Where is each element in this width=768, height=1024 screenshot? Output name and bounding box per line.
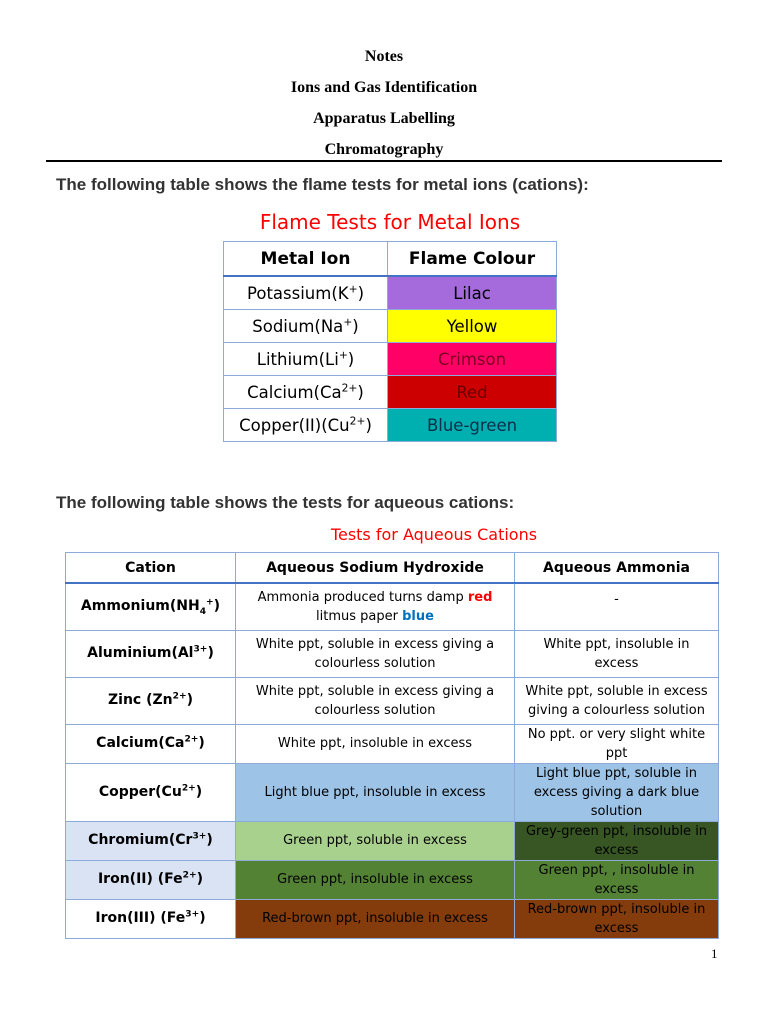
ion-name: Copper(II)(Cu — [239, 415, 350, 435]
ion-charge: 2+ — [349, 414, 366, 427]
cation-name: Aluminium(Al — [87, 645, 194, 661]
cation-charge: 3+ — [193, 644, 208, 655]
cation-name: Zinc (Zn — [108, 692, 173, 708]
flame-colour-cell: Blue-green — [388, 409, 557, 442]
page-number: 1 — [711, 946, 718, 961]
cation-cell — [66, 677, 236, 724]
ion-charge: + — [338, 348, 348, 361]
cation-name: Iron(II) (Fe — [97, 871, 183, 887]
flame-table-header-row — [224, 242, 557, 277]
table-row — [66, 630, 719, 677]
table-row — [66, 724, 719, 763]
flame-colour-cell: Lilac — [388, 276, 557, 310]
header-apparatus: Apparatus Labelling — [313, 110, 455, 127]
ion-name: Lithium(Li — [256, 349, 339, 369]
naoh-text-b: litmus paper — [316, 608, 403, 624]
flame-tests-table — [223, 241, 557, 442]
header-chromatography: Chromatography — [324, 141, 444, 158]
aqueous-intro-text: The following table shows the tests for aqueous cations: — [56, 493, 515, 512]
ammonia-result-cell: Grey-green ppt, insoluble in excess — [515, 821, 719, 860]
aq-col-naoh: Aqueous Sodium Hydroxide — [236, 553, 515, 584]
metal-ion-cell — [224, 409, 388, 442]
table-row — [66, 763, 719, 821]
cation-cell — [66, 724, 236, 763]
table-row — [224, 276, 557, 310]
flame-table-title: Flame Tests for Metal Ions — [259, 210, 521, 234]
cation-cell — [66, 583, 236, 630]
metal-ion-cell — [224, 376, 388, 409]
flame-colour-cell: Crimson — [388, 343, 557, 376]
naoh-result-cell: Red-brown ppt, insoluble in excess — [236, 899, 515, 938]
cation-subscript: 4 — [199, 607, 207, 618]
cation-cell — [66, 860, 236, 899]
flame-col-metal-ion: Metal Ion — [224, 242, 388, 277]
cation-charge: 3+ — [192, 831, 207, 842]
cation-cell — [66, 821, 236, 860]
table-row — [224, 343, 557, 376]
aqueous-cations-table — [65, 552, 719, 939]
header-ions-gas: Ions and Gas Identification — [290, 79, 478, 96]
ammonia-result-cell: Light blue ppt, soluble in excess giving a dark blue solution — [515, 763, 719, 821]
cation-cell — [66, 630, 236, 677]
table-row — [66, 899, 719, 938]
metal-ion-cell — [224, 310, 388, 343]
cation-charge: + — [206, 597, 214, 608]
ion-charge: + — [343, 315, 353, 328]
cation-charge: 2+ — [172, 691, 187, 702]
cation-name: Iron(III) (Fe — [95, 910, 186, 926]
table-row — [66, 583, 719, 630]
cation-bracket: ) — [195, 783, 203, 800]
aq-col-cation: Cation — [66, 553, 236, 584]
cation-name: Ammonium(NH — [80, 598, 200, 615]
flame-intro-text: The following table shows the flame tests for metal ions (cations): — [56, 175, 589, 194]
header-divider — [46, 160, 722, 162]
aq-col-ammonia: Aqueous Ammonia — [515, 553, 719, 584]
cation-name: Calcium(Ca — [96, 735, 185, 751]
cation-bracket: ) — [207, 645, 214, 661]
table-row — [224, 376, 557, 409]
metal-ion-cell — [224, 276, 388, 310]
table-row — [66, 860, 719, 899]
naoh-result-cell: White ppt, soluble in excess giving a colourless solution — [236, 677, 515, 724]
cation-bracket: ) — [196, 871, 204, 887]
naoh-text-a: Ammonia produced turns damp — [257, 589, 468, 605]
ammonia-result-cell: White ppt, insoluble in excess — [515, 630, 719, 677]
naoh-result-cell: Light blue ppt, insoluble in excess — [236, 763, 515, 821]
flame-colour-cell: Yellow — [388, 310, 557, 343]
cation-bracket: ) — [199, 910, 206, 926]
table-row — [224, 409, 557, 442]
cation-bracket: ) — [213, 598, 221, 615]
cation-name: Copper(Cu — [98, 783, 182, 800]
metal-ion-cell — [224, 343, 388, 376]
red-word: red — [467, 589, 493, 605]
ion-charge: 2+ — [341, 381, 358, 394]
naoh-result-cell: Green ppt, soluble in excess — [236, 821, 515, 860]
naoh-result-cell: White ppt, insoluble in excess — [236, 724, 515, 763]
ion-bracket: ) — [365, 415, 372, 435]
naoh-result-cell: Green ppt, insoluble in excess — [236, 860, 515, 899]
aqueous-table-title: Tests for Aqueous Cations — [330, 525, 538, 544]
ammonia-result-cell: Green ppt, , insoluble in excess — [515, 860, 719, 899]
cation-charge: 2+ — [182, 870, 197, 881]
ion-name: Sodium(Na — [252, 316, 344, 336]
cation-charge: 2+ — [181, 782, 196, 793]
naoh-result-cell — [236, 583, 515, 630]
cation-cell — [66, 763, 236, 821]
cation-bracket: ) — [186, 692, 193, 708]
ammonia-result-cell: Red-brown ppt, insoluble in excess — [515, 899, 719, 938]
ammonia-result-cell: - — [515, 583, 719, 630]
cation-bracket: ) — [198, 735, 205, 751]
aq-table-header-row — [66, 553, 719, 584]
ion-charge: + — [348, 282, 358, 295]
cation-name: Chromium(Cr — [88, 832, 193, 848]
table-row — [66, 821, 719, 860]
blue-word: blue — [402, 608, 434, 624]
ion-bracket: ) — [357, 283, 365, 303]
ion-name: Potassium(K — [246, 283, 349, 303]
naoh-result-cell: White ppt, soluble in excess giving a colourless solution — [236, 630, 515, 677]
table-row — [66, 677, 719, 724]
cation-bracket: ) — [206, 832, 213, 848]
cation-cell — [66, 899, 236, 938]
table-row — [224, 310, 557, 343]
flame-colour-cell: Red — [388, 376, 557, 409]
ion-name: Calcium(Ca — [247, 382, 342, 402]
cation-charge: 2+ — [184, 734, 199, 745]
flame-col-colour: Flame Colour — [388, 242, 557, 277]
ion-bracket: ) — [357, 382, 364, 402]
ion-bracket: ) — [347, 349, 355, 369]
cation-charge: 3+ — [185, 909, 200, 920]
ammonia-result-cell: White ppt, soluble in excess giving a colourless solution — [515, 677, 719, 724]
ammonia-result-cell: No ppt. or very slight white ppt — [515, 724, 719, 763]
header-notes: Notes — [364, 48, 404, 65]
ion-bracket: ) — [352, 316, 359, 336]
